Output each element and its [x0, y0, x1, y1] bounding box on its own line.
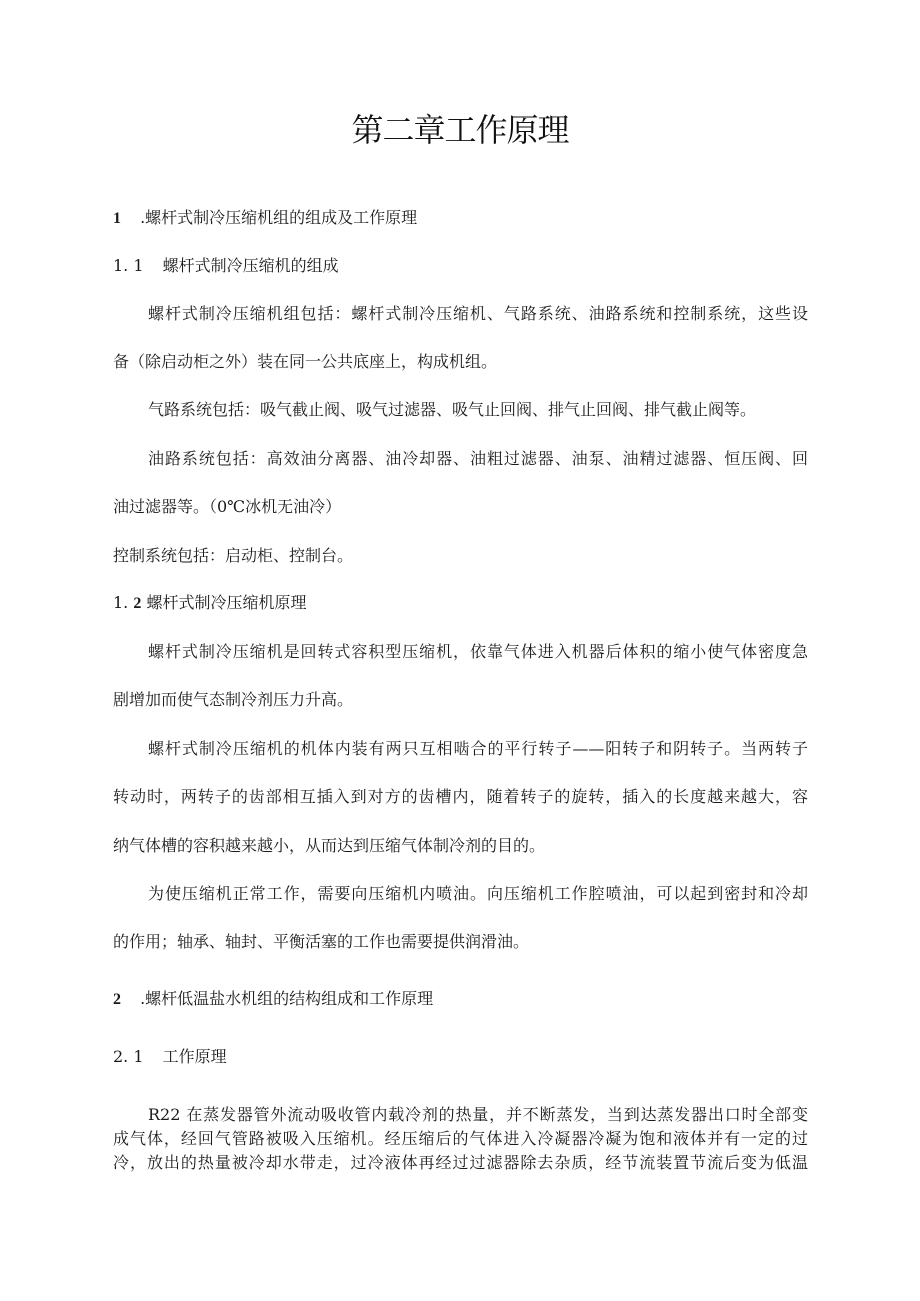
subsection-2-1-number: 2. 1 [113, 1047, 144, 1066]
section-2-heading [113, 988, 433, 1011]
paragraph-5-line-2: 剧增加而使气态制冷剂压力升高。 [113, 690, 354, 709]
paragraph-6-line-2: 转动时，两转子的齿部相互插入到对方的齿槽内，随着转子的旋转，插入的长度越来越大，容 [113, 787, 808, 806]
paragraph-7-line-1: 为使压缩机正常工作，需要向压缩机内喷油。向压缩机工作腔喷油，可以起到密封和冷却 [148, 884, 808, 903]
subsection-2-1-title: 工作原理 [162, 1047, 227, 1066]
subsection-1-2-number-prefix: 1. [113, 593, 134, 612]
page-title: 第二章工作原理 [351, 111, 569, 149]
section-2-title: .螺杆低温盐水机组的结构组成和工作原理 [140, 989, 434, 1008]
subsection-1-1-title: 螺杆式制冷压缩机的组成 [162, 256, 339, 275]
paragraph-3-line-2: 油过滤器等。（0℃冰机无油冷） [113, 497, 342, 516]
section-2-number: 2 [113, 991, 121, 1008]
paragraph-5-line-1: 螺杆式制冷压缩机是回转式容积型压缩机，依靠气体进入机器后体积的缩小使气体密度急 [148, 642, 808, 661]
subsection-1-2-title: 螺杆式制冷压缩机原理 [141, 593, 307, 612]
paragraph-3-line-1: 油路系统包括：高效油分离器、油冷却器、油粗过滤器、油泵、油精过滤器、恒压阀、回 [148, 449, 808, 468]
paragraph-4: 控制系统包括：启动柜、控制台。 [113, 546, 354, 565]
paragraph-2: 气路系统包括：吸气截止阀、吸气过滤器、吸气止回阀、排气止回阀、排气截止阀等。 [148, 400, 757, 419]
paragraph-6-line-3: 纳气体槽的容积越来越小，从而达到压缩气体制冷剂的目的。 [113, 836, 546, 855]
paragraph-6-line-1: 螺杆式制冷压缩机的机体内装有两只互相啮合的平行转子——阳转子和阴转子。当两转子 [148, 739, 808, 758]
subsection-1-1-number: 1. 1 [113, 256, 144, 275]
section-1-title: .螺杆式制冷压缩机组的组成及工作原理 [140, 208, 418, 227]
paragraph-8-line-1: R22 在蒸发器管外流动吸收管内载冷剂的热量，并不断蒸发，当到达蒸发器出口时全部变 [148, 1105, 808, 1124]
paragraph-8-line-3: 冷，放出的热量被冷却水带走，过冷液体再经过过滤器除去杂质，经节流装置节流后变为低温 [113, 1153, 808, 1172]
subsection-1-2-number: 2 [133, 595, 142, 612]
paragraph-1-line-1: 螺杆式制冷压缩机组包括：螺杆式制冷压缩机、气路系统、油路系统和控制系统，这些设 [148, 304, 808, 323]
paragraph-1-line-2: 备（除启动柜之外）装在同一公共底座上，构成机组。 [113, 352, 498, 371]
subsection-1-1-heading [113, 255, 339, 277]
section-1-number: 1 [113, 210, 121, 227]
section-1-heading [113, 207, 417, 230]
subsection-1-2-heading [113, 592, 306, 615]
subsection-2-1-heading [113, 1046, 227, 1068]
paragraph-7-line-2: 的作用；轴承、轴封、平衡活塞的工作也需要提供润滑油。 [113, 932, 530, 951]
paragraph-8-line-2: 成气体，经回气管路被吸入压缩机。经压缩后的气体进入冷凝器冷凝为饱和液体并有一定的过 [113, 1129, 808, 1148]
